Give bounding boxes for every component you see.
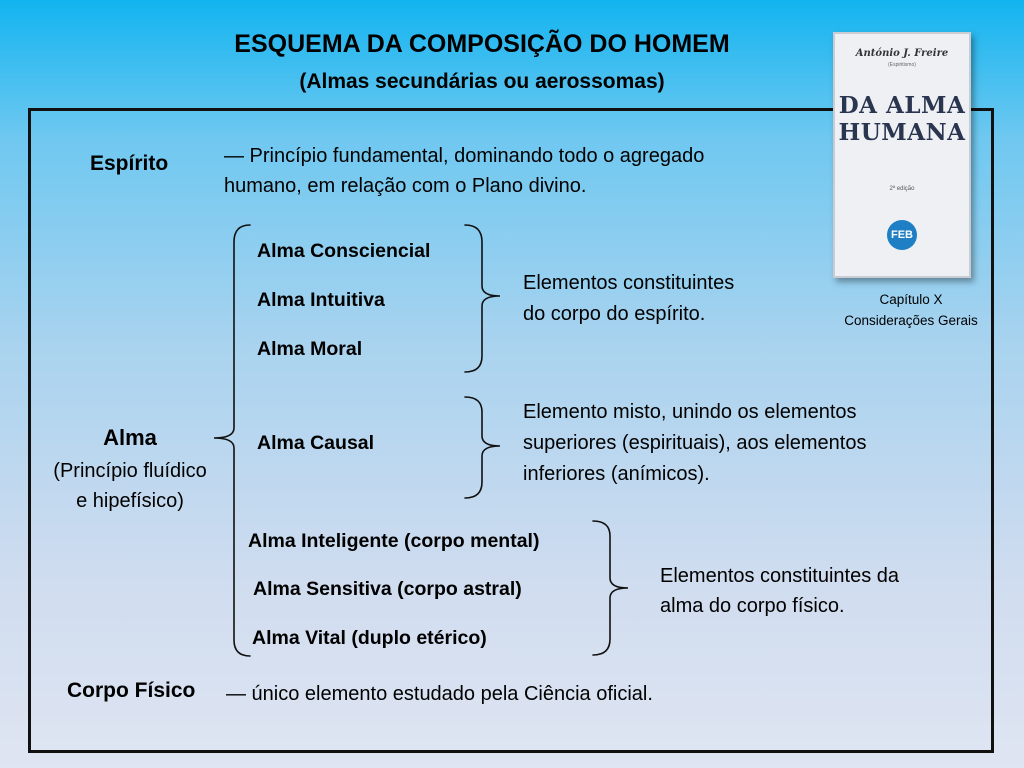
publisher-logo-icon: FEB (887, 220, 917, 250)
alma-consciencial: Alma Consciencial (257, 240, 431, 262)
espirito-desc-line1: — Princípio fundamental, dominando todo o agregado (224, 145, 705, 167)
espirito-label: Espírito (90, 152, 169, 175)
book-author: António J. Freire (855, 48, 949, 59)
page-title: ESQUEMA DA COMPOSIÇÃO DO HOMEM (234, 30, 730, 58)
book-author-subline: (Espiritismo) (888, 62, 916, 68)
caption-line2: Considerações Gerais (844, 313, 978, 328)
corpo-fisico-label: Corpo Físico (67, 679, 196, 702)
group3-desc-line2: alma do corpo físico. (660, 595, 845, 617)
group2-desc-line1: Elemento misto, unindo os elementos (523, 401, 857, 423)
group1-brace (465, 225, 500, 372)
caption-line1: Capítulo X (879, 292, 943, 307)
book-title (835, 92, 969, 146)
alma-intuitiva: Alma Intuitiva (257, 289, 385, 311)
alma-sensitiva: Alma Sensitiva (corpo astral) (253, 578, 522, 600)
espirito-desc-line2: humano, em relação com o Plano divino. (224, 175, 587, 197)
alma-label: Alma (103, 425, 157, 450)
group2-desc-line3: inferiores (anímicos). (523, 463, 710, 485)
alma-inteligente: Alma Inteligente (corpo mental) (248, 530, 540, 552)
group2-desc-line2: superiores (espirituais), aos elementos (523, 432, 867, 454)
book-title-line2: HUMANA (838, 119, 966, 146)
alma-vital: Alma Vital (duplo etérico) (252, 627, 487, 649)
corpo-fisico-desc: — único elemento estudado pela Ciência oficial. (226, 683, 653, 705)
main-brace (214, 225, 250, 656)
book-cover (833, 32, 971, 278)
book-title-line1: DA ALMA (838, 92, 966, 119)
alma-causal: Alma Causal (257, 432, 375, 454)
group2-brace (465, 397, 500, 498)
page-subtitle: (Almas secundárias ou aerossomas) (299, 70, 665, 93)
group1-desc-line2: do corpo do espírito. (523, 303, 706, 325)
group1-desc-line1: Elementos constituintes (523, 272, 735, 294)
alma-desc-line1: (Princípio fluídico (53, 460, 207, 482)
book-edition: 2ª edição (889, 186, 915, 192)
alma-moral: Alma Moral (257, 338, 363, 360)
alma-desc-line2: e hipefísico) (76, 490, 184, 512)
group3-brace (593, 521, 628, 655)
group3-desc-line1: Elementos constituintes da (660, 565, 900, 587)
